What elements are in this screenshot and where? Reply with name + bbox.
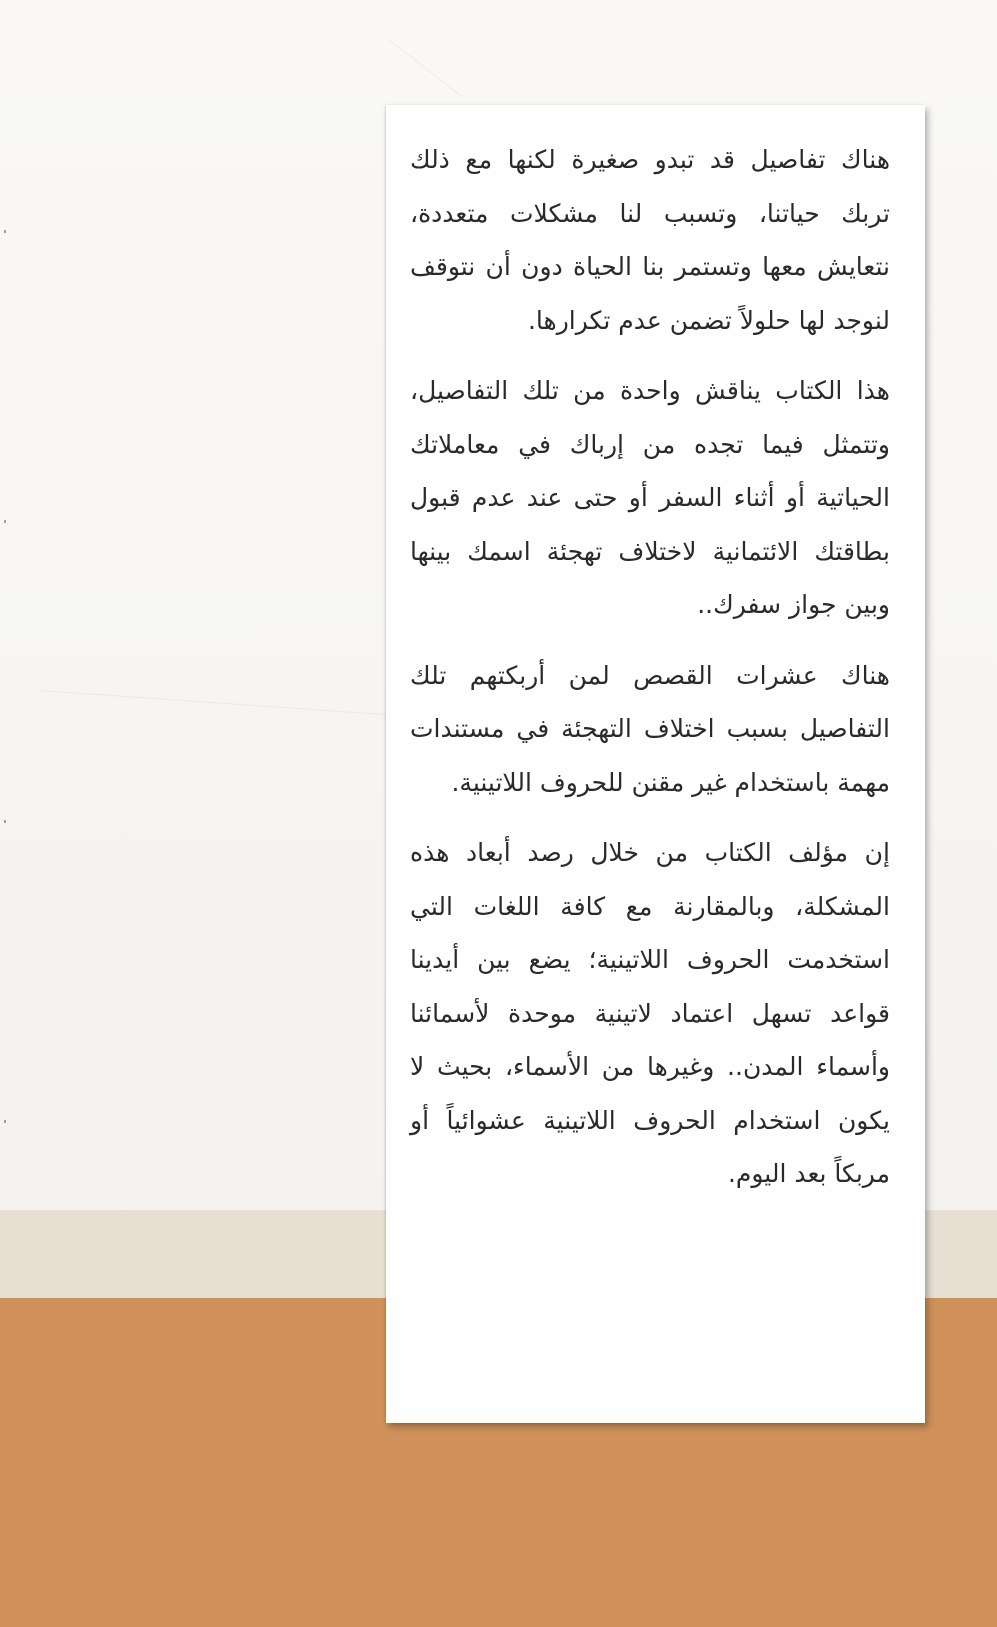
blurb-paragraph-4: إن مؤلف الكتاب من خلال رصد أبعاد هذه المشكلة، وبالمقارنة مع كافة اللغات التي استخدمت الحروف اللاتينية؛ يضع بين أيدينا قواعد تسهل اعتماد لاتينية موحدة لأسمائنا وأسماء المدن.. وغيرها من الأسماء، بحيث لا يكون استخدام الحروف اللاتينية عشوائياً أو مربكاً بعد اليوم. — [410, 838, 890, 1188]
blurb-paragraph-2: هذا الكتاب يناقش واحدة من تلك التفاصيل، وتتمثل فيما تجده من إرباك في معاملاتك الحياتية أو أثناء السفر أو حتى عند عدم قبول بطاقتك الائتمانية لاختلاف تهجئة اسمك بينها وبين جواز سفرك.. — [410, 376, 890, 619]
blurb-paragraph-1: هناك تفاصيل قد تبدو صغيرة لكنها مع ذلك تربك حياتنا، وتسبب لنا مشكلات متعددة، نتعايش معها وتستمر بنا الحياة دون أن نتوقف لنوجد لها حلولاً تضمن عدم تكرارها. — [410, 145, 890, 335]
margin-mark — [4, 230, 6, 233]
blurb-card — [386, 105, 925, 1423]
blurb-paragraph-3: هناك عشرات القصص لمن أربكتهم تلك التفاصيل بسبب اختلاف التهجئة في مستندات مهمة باستخدام غير مقنن للحروف اللاتينية. — [410, 660, 890, 797]
blurb-text — [410, 133, 890, 1218]
margin-mark — [4, 1120, 6, 1123]
margin-mark — [4, 520, 6, 523]
margin-mark — [4, 820, 6, 823]
